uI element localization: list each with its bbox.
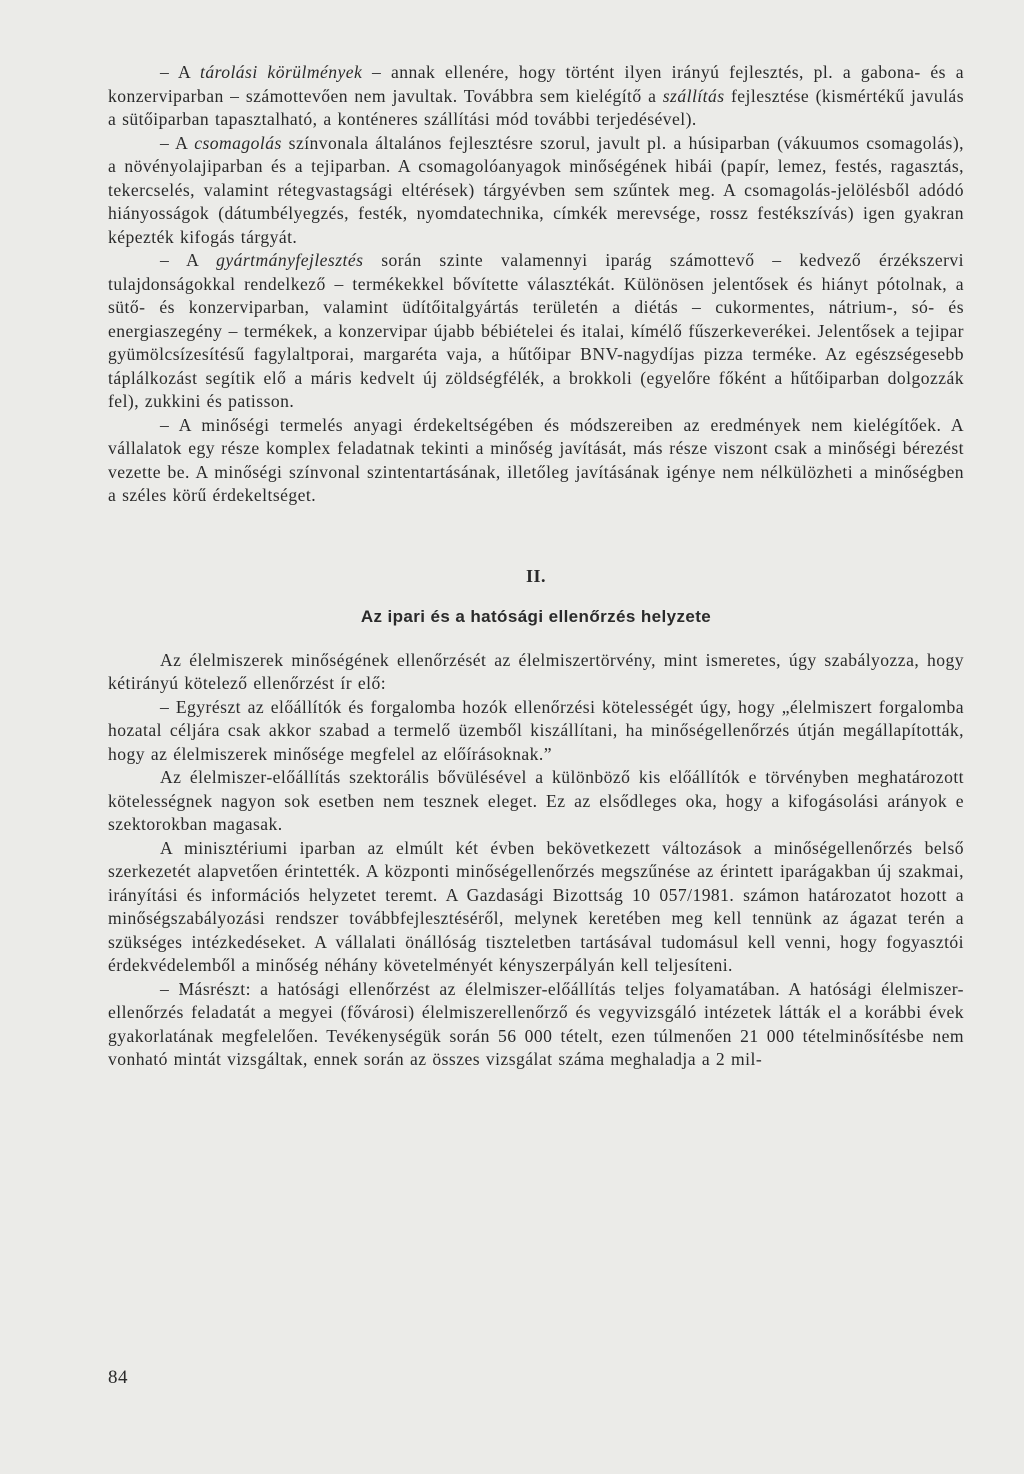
emphasized-term: gyártmányfejlesztés	[216, 250, 364, 270]
paragraph-text: – A	[160, 62, 200, 82]
emphasized-term: csomagolás	[194, 132, 282, 153]
paragraphs-before-section	[108, 61, 964, 508]
section-title: Az ipari és a hatósági ellenőrzés helyzete	[360, 606, 712, 626]
paragraphs-after-section	[108, 649, 964, 1072]
paragraph: – Egyrészt az előállítók és forgalomba hozók ellenőrzési kötelességét úgy, hogy „élelmiszert forgalomba hozatal céljára csak akkor szabad a termelő üzemből kiszállítani, ha minőségellenőrzés útján megállapították, hogy az élelmiszerek minősége megfelel az előírásoknak.”	[108, 696, 964, 764]
paragraph: – Másrészt: a hatósági ellenőrzést az élelmiszer-előállítás teljes folyamatában. A hatósági élelmiszer-ellenőrzés feladatát a megyei (fővárosi) élelmiszerellenőrző és vegyvizsgáló intézetek látták el a korábbi évek gyakorlatának megfelelően. Tevékenységük során 56 000 tételt, ezen túlmenően 21 000 tételminősítésbe nem vonható mintát vizsgáltak, ennek során az összes vizsgálat száma meghaladja a 2 mil-	[108, 978, 964, 1069]
paragraph: Az élelmiszerek minőségének ellenőrzését az élelmiszertörvény, mint ismeretes, úgy szabályozza, hogy kétirányú kötelező ellenőrzést ír elő:	[108, 649, 964, 693]
paragraph-text: színvonala általános fejlesztésre szorul, javult pl. a húsiparban (vákuumos csomagolás), a növényolajiparban és a tejiparban. A csomagolóanyagok minőségének hibái (papír, lemez, festés, ragasztás, tekercselés, valamint rétegvastagsági eltérések) tárgyévben sem szűntek meg. A csomagolás-jelölésből adódó hiányosságok (dátumbélyegzés, festék, nyomdatechnika, címkék merevsége, rossz festékszívás) igen gyakran képezték kifogás tárgyát.	[108, 132, 964, 247]
emphasized-term: szállítás	[662, 85, 725, 106]
emphasized-term: tárolási körülmények	[199, 62, 363, 82]
paragraph-text: fejlesztése (kismértékű javulás a sütőiparban tapasztalható, a konténeres szállítási mód további terjedésével).	[108, 85, 964, 129]
paragraph	[108, 61, 964, 132]
paragraph	[108, 132, 964, 250]
paragraph-text: – A	[160, 132, 195, 153]
section-number: II.	[525, 565, 546, 586]
paragraph-text: – A minőségi termelés anyagi érdekeltségében és módszereiben az eredmények nem kielégítőek. A vállalatok egy része komplex feladatnak tekinti a minőség javítását, más része viszont csak a minőségi bérezést vezette be. A minőségi színvonal szintentartásának, illetőleg javításának igénye nem nélkülözheti a minőségben a széles körű érdekeltséget.	[108, 414, 964, 505]
paragraph: A minisztériumi iparban az elmúlt két évben bekövetkezett változások a minőségellenőrzés belső szerkezetét alapvetően érintették. A központi minőségellenőrzés megszűnése az érintett iparágakban új szakmai, irányítási és információs helyzetet teremt. A Gazdasági Bizottság 10 057/1981. számon határozatot hozott a minőségszabályozási rendszer továbbfejlesztéséről, melynek keretében meg kell tennünk az ágazat terén a szükséges intézkedéseket. A vállalati önállóság tiszteletben tartásával tudomásul kell venni, hogy fogyasztói érdekvédelemből a minőség néhány követelményét kényszerpályán kell teljesíteni.	[108, 837, 964, 975]
page-number: 84	[108, 1367, 128, 1388]
paragraph-text: – annak ellenére, hogy történt ilyen irányú fejlesztés, pl. a gabona- és a konzerviparban – számottevően nem javultak. Továbbra sem kielégítő a	[108, 62, 964, 106]
body-text	[108, 61, 964, 1072]
paragraph	[108, 249, 964, 414]
paragraph: Az élelmiszer-előállítás szektorális bővülésével a különböző kis előállítók e törvényben meghatározott kötelességnek nagyon sok esetben nem tesznek eleget. Ez az elsődleges oka, hogy a kifogásolási arányok e szektorokban magasak.	[108, 767, 964, 834]
paragraph-text: – A	[160, 250, 217, 270]
paragraph	[108, 414, 964, 508]
paragraph-text: során szinte valamennyi iparág számottevő – kedvező érzékszervi tulajdonságokkal rendelkező – termékekkel bővítette választékát. Különösen jelentősek és hiányt pótolnak, a sütő- és konzerviparban, valamint üdítőitalgyártás területén a diétás – cukormentes, nátrium-, só- és energiaszegény – termékek, a konzervipar újabb bébiételei és italai, kímélő fűszerkeverékei. Jelentősek a tejipar gyümölcsízesítésű fagylaltporai, margaréta vaja, a hűtőipar BNV-nagydíjas pizza terméke. Az egészségesebb táplálkozást segítik elő a máris kedvelt új zöldségfélék, a brokkoli (egyelőre főként a hűtőiparban dolgozzák fel), zukkini és patisson.	[108, 250, 964, 411]
